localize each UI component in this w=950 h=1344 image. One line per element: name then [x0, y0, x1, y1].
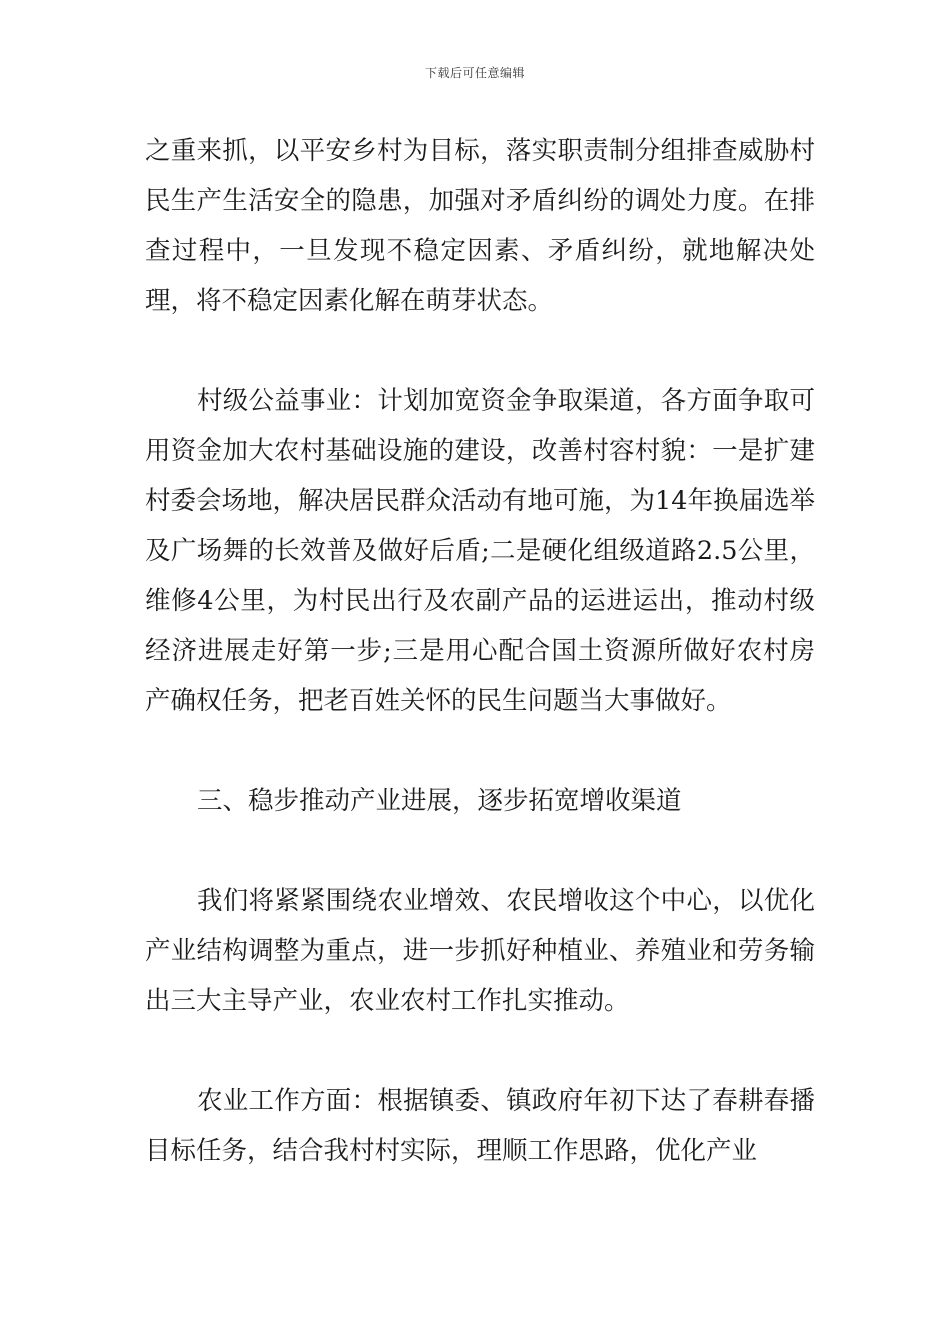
paragraph-gap: [145, 326, 815, 376]
paragraph-public-welfare: 村级公益事业：计划加宽资金争取渠道，各方面争取可用资金加大农村基础设施的建设，改善村容村貌：一是扩建村委会场地，解决居民群众活动有地可施，为14年换届选举及广场舞的长效普及做好后盾;二是硬化组级道路2.5公里，维修4公里，为村民出行及农副产品的运进运出，推动村级经济进展走好第一步;三是用心配合国土资源所做好农村房产确权任务，把老百姓关怀的民生问题当大事做好。: [145, 386, 815, 716]
paragraph-gap: [145, 726, 815, 776]
paragraph-agriculture: 农业工作方面：根据镇委、镇政府年初下达了春耕春播目标任务，结合我村村实际，理顺工作思路，优化产业: [145, 1086, 815, 1166]
paragraph-industry: 我们将紧紧围绕农业增效、农民增收这个中心，以优化产业结构调整为重点，进一步抓好种植业、养殖业和劳务输出三大主导产业，农业农村工作扎实推动。: [145, 886, 815, 1016]
paragraph-gap: [145, 826, 815, 876]
document-body: [145, 126, 815, 1176]
page-header: 下载后可任意编辑: [424, 66, 525, 80]
paragraph-safety: 之重来抓，以平安乡村为目标，落实职责制分组排查威胁村民生产生活安全的隐患，加强对矛盾纠纷的调处力度。在排查过程中，一旦发现不稳定因素、矛盾纠纷，就地解决处理，将不稳定因素化解在萌芽状态。: [145, 136, 815, 316]
paragraph-gap: [145, 1026, 815, 1076]
section-heading: 三、稳步推动产业进展，逐步拓宽增收渠道: [197, 786, 682, 816]
